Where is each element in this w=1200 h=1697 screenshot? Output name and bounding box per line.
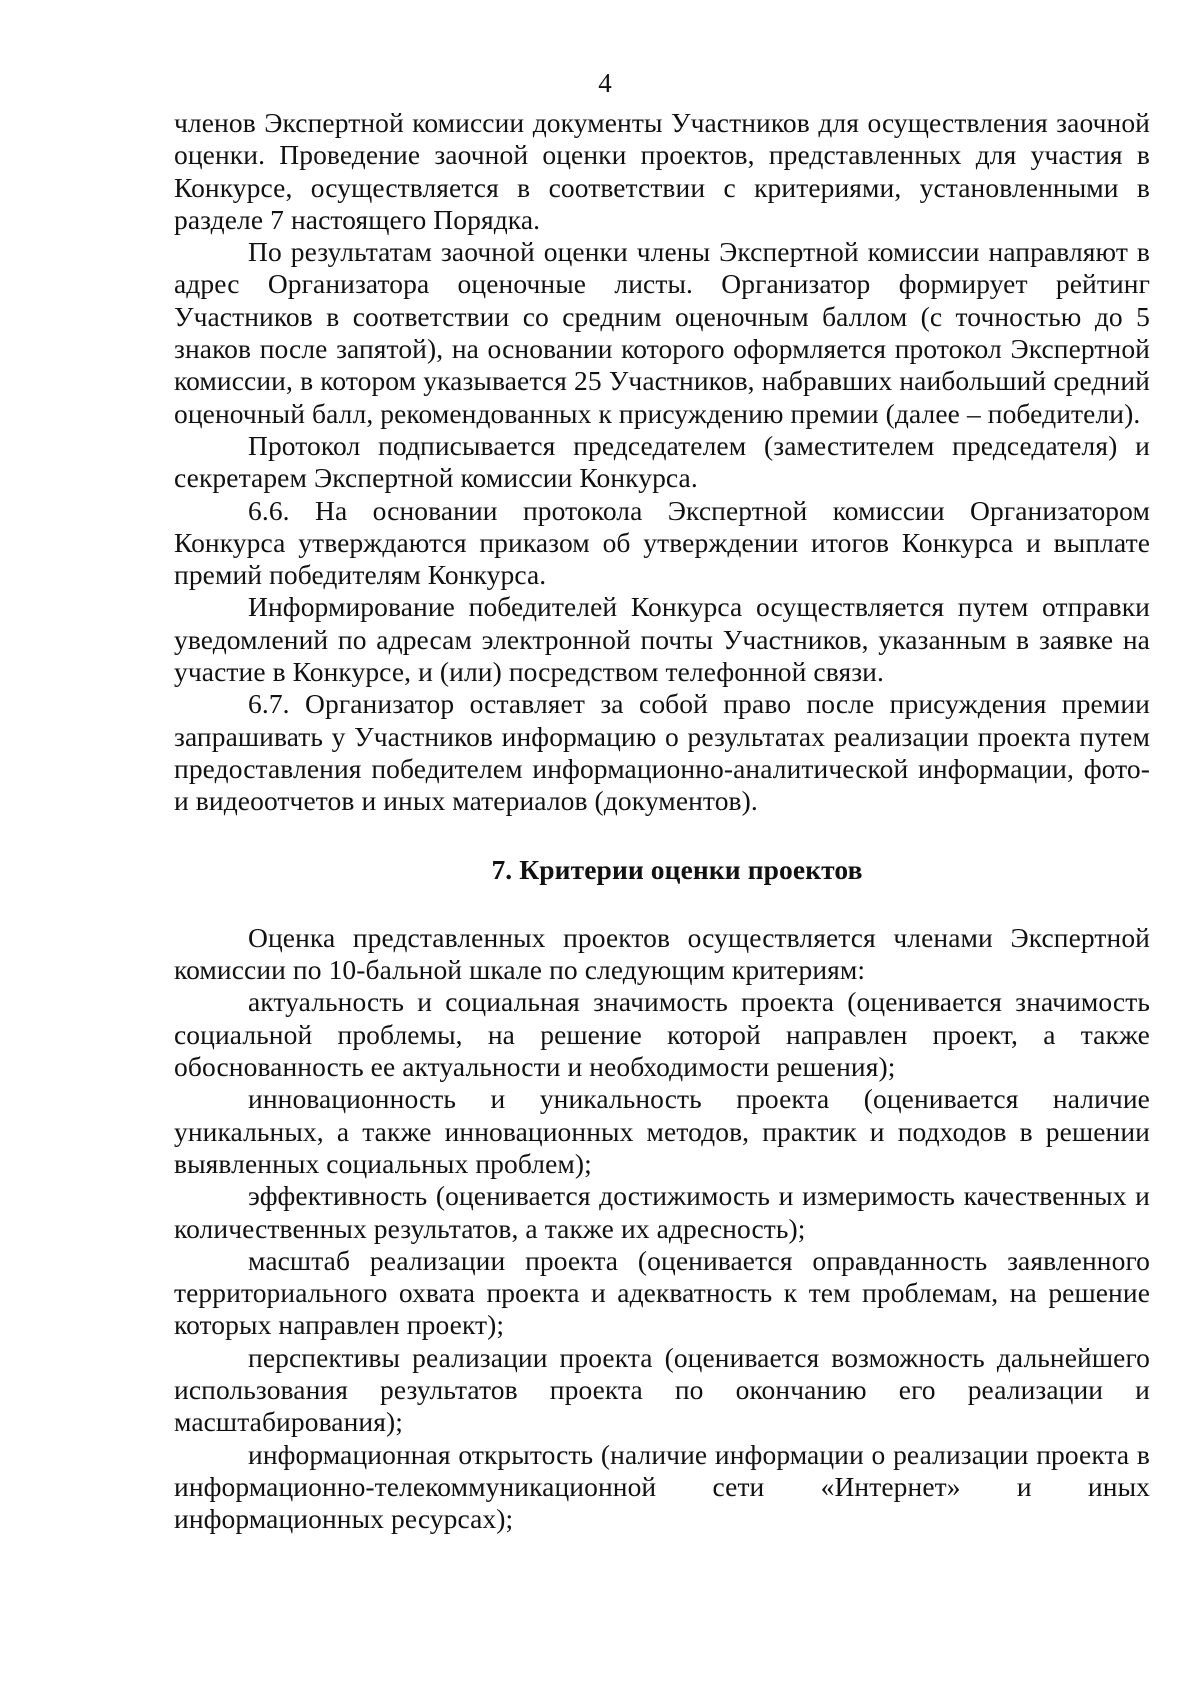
document-body [174,107,1150,1535]
section-heading: 7. Критерии оценки проектов [491,853,863,885]
paragraph-clause-6-6: 6.6. На основании протокола Экспертной комиссии Организатором Конкурса утверждаются приказом об утверждении итогов Конкурса и выплате премий победителям Конкурса. [174,494,1150,591]
paragraph-clause-6-7: 6.7. Организатор оставляет за собой право после присуждения премии запрашивать у Участников информацию о результатах реализации проекта путем предоставления победителем информационно-аналитической информации, фото- и видеоотчетов и иных материалов (документов). [174,688,1150,817]
criteria-intro: Оценка представленных проектов осуществляется членами Экспертной комиссии по 10-бальной шкале по следующим критериям: [174,921,1150,986]
criterion-item: масштаб реализации проекта (оценивается оправданность заявленного территориального охвата проекта и адекватность к тем проблемам, на решение которых направлен проект); [174,1244,1150,1341]
page-number: 4 [598,68,612,98]
paragraph-continuation: членов Экспертной комиссии документы Участников для осуществления заочной оценки. Проведение заочной оценки проектов, представленных для участия в Конкурсе, осуществляется в соответствии с критериями, установленными в разделе 7 настоящего Порядка. [174,107,1150,235]
criterion-item: актуальность и социальная значимость проекта (оценивается значимость социальной проблемы, на решение которой направлен проект, а также обоснованность ее актуальности и необходимости решения); [174,986,1150,1083]
criterion-item: перспективы реализации проекта (оценивается возможность дальнейшего использования результатов проекта по окончанию его реализации и масштабирования); [174,1341,1150,1438]
paragraph-assessment-results: По результатам заочной оценки члены Экспертной комиссии направляют в адрес Организатора оценочные листы. Организатор формирует рейтинг Участников в соответствии со средним оценочным баллом (с точностью до 5 знаков после запятой), на основании которого оформляется протокол Экспертной комиссии, в котором указывается 25 Участников, набравших наибольший средний оценочный балл, рекомендованных к присуждению премии (далее – победители). [174,236,1150,429]
criterion-item: информационная открытость (наличие информации о реализации проекта в информационно-телекоммуникационной сети «Интернет» и иных информационных ресурсах); [174,1438,1150,1535]
paragraph-protocol-signing: Протокол подписывается председателем (заместителем председателя) и секретарем Экспертной комиссии Конкурса. [174,429,1150,494]
criterion-item: инновационность и уникальность проекта (оценивается наличие уникальных, а также инновационных методов, практик и подходов в решении выявленных социальных проблем); [174,1083,1150,1179]
paragraph-winner-notification: Информирование победителей Конкурса осуществляется путем отправки уведомлений по адресам электронной почты Участников, указанным в заявке на участие в Конкурсе, и (или) посредством телефонной связи. [174,591,1150,688]
criterion-item: эффективность (оценивается достижимость и измеримость качественных и количественных результатов, а также их адресность); [174,1180,1150,1244]
